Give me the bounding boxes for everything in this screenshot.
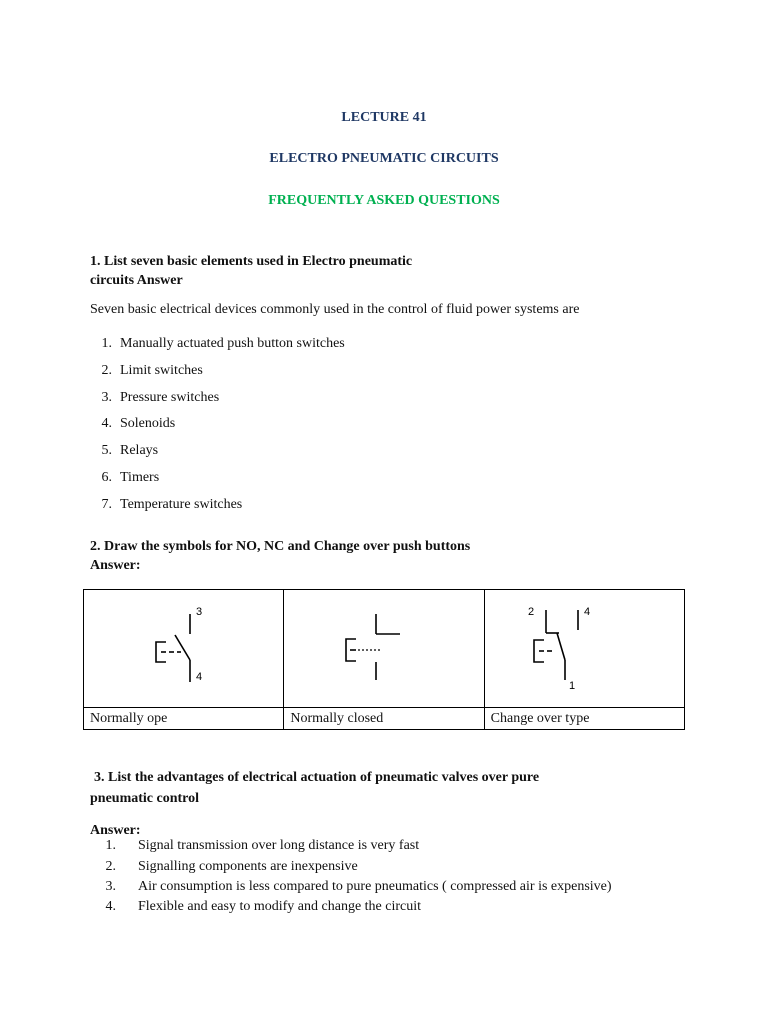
caption-normally-open: Normally ope xyxy=(84,708,284,730)
page-subtitle: FREQUENTLY ASKED QUESTIONS xyxy=(268,193,500,208)
question-1-line2: circuits Answer xyxy=(90,273,183,288)
question-1-line1: 1. List seven basic elements used in Electro pneumatic xyxy=(90,254,413,269)
caption-normally-closed: Normally closed xyxy=(284,708,484,730)
normally-closed-symbol-icon xyxy=(284,590,484,707)
question-3-answer-label: Answer: xyxy=(90,823,141,838)
question-1-intro: Seven basic electrical devices commonly used in the control of fluid power systems are xyxy=(90,302,580,317)
symbol-cell-normally-open xyxy=(84,590,284,708)
question-3-line2: pneumatic control xyxy=(90,791,200,806)
symbol-cell-normally-closed xyxy=(284,590,484,708)
question-1 xyxy=(90,252,412,290)
question-2-answer-label: Answer: xyxy=(90,558,141,573)
question-1-list: 1. Manually actuated push button switches 2. Limit switches 3. Pressure switches 4. Solenoids 5. Relays 6. Timers 7. Temperature switches xyxy=(101,336,345,512)
question-3-list: 1. Signal transmission over long distance is very fast 2. Signalling components are inexpensive 3. Air consumption is less compared to pure pneumatics ( compressed air is expensive) 4. Flexible and easy to modify and change the circuit xyxy=(105,838,612,914)
question-3 xyxy=(90,767,539,809)
pin-label: 3 xyxy=(196,606,203,618)
pin-label: 4 xyxy=(196,671,203,683)
symbols-table xyxy=(83,589,685,730)
caption-change-over: Change over type xyxy=(484,708,684,730)
pin-label: 1 xyxy=(568,680,575,692)
question-2-text: 2. Draw the symbols for NO, NC and Change over push buttons xyxy=(90,539,471,554)
pin-label: 2 xyxy=(527,606,534,618)
normally-open-symbol-icon xyxy=(84,590,284,707)
change-over-symbol-icon xyxy=(485,590,685,707)
question-3-line1: 3. List the advantages of electrical actuation of pneumatic valves over pure xyxy=(94,770,540,785)
symbol-cell-change-over xyxy=(484,590,684,708)
captions-row xyxy=(84,708,685,730)
lecture-number: LECTURE 41 xyxy=(341,110,427,125)
symbols-row xyxy=(84,590,685,708)
page-title: ELECTRO PNEUMATIC CIRCUITS xyxy=(269,151,499,166)
pin-label: 4 xyxy=(583,606,590,618)
question-2 xyxy=(90,537,470,575)
